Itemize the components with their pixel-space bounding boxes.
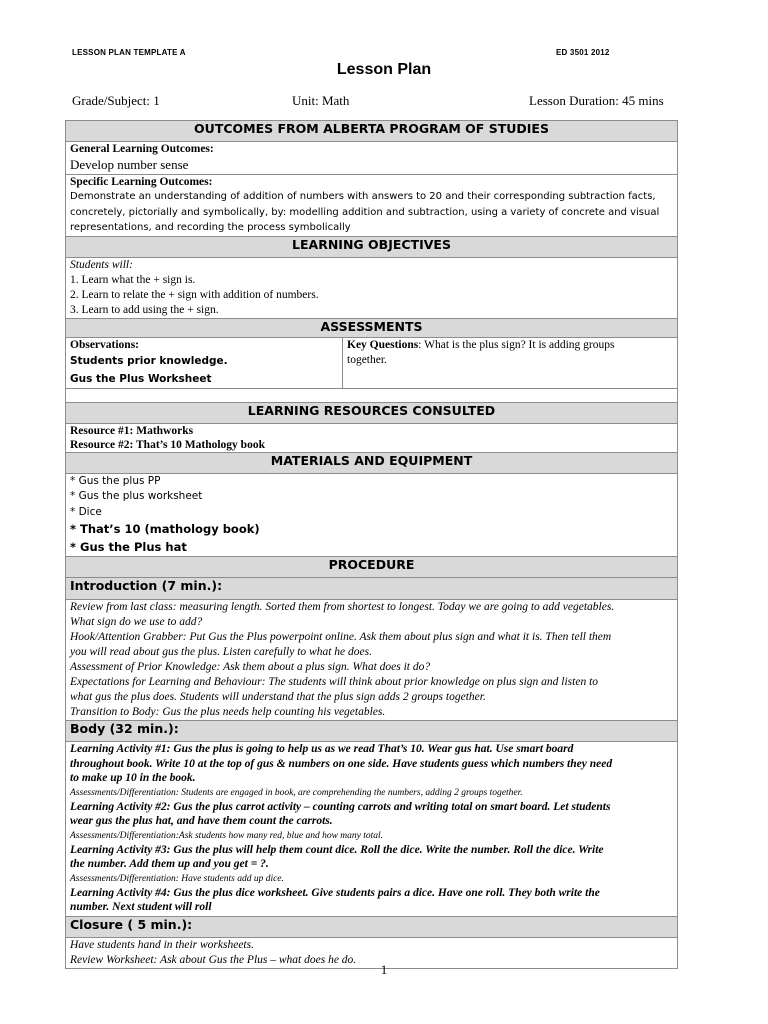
objectives-intro: Students will: [70, 258, 133, 271]
general-outcomes-label: General Learning Outcomes: [70, 143, 214, 155]
introduction-line: what gus the plus does. Students will understand that the plus sign adds 2 groups together. [70, 691, 486, 703]
observations-label: Observations: [70, 338, 139, 351]
introduction-line: Transition to Body: Gus the plus needs help counting his vegetables. [70, 706, 386, 718]
key-questions-text-cont: together. [347, 353, 387, 366]
lesson-duration: Lesson Duration: 45 mins [529, 93, 664, 108]
learning-activity-line: number. Next student will roll [70, 901, 212, 913]
learning-activity-line: the number. Add them up and you get = ?. [70, 858, 269, 870]
resources-cell [66, 423, 678, 452]
introduction-line: you will read about gus the plus. Listen carefully to what he does. [70, 646, 372, 658]
specific-outcomes-line: concretely, pictorially and symbolically, by: modelling addition and subtraction, using a variety of concrete and visual [70, 206, 660, 218]
resources-heading: LEARNING RESOURCES CONSULTED [66, 402, 678, 423]
introduction-cell [66, 600, 678, 721]
outcomes-heading: OUTCOMES FROM ALBERTA PROGRAM OF STUDIES [66, 121, 678, 142]
assessment-note: Assessments/Differentiation: Have students add up dice. [70, 873, 284, 884]
unit: Unit: Math [292, 93, 350, 108]
key-questions-cell [343, 337, 678, 388]
spacer-row [66, 388, 678, 402]
introduction-line: What sign do we use to add? [70, 616, 203, 628]
introduction-line: Review from last class: measuring length. Sorted them from shortest to longest. Today we are going to add vegetables. [70, 601, 615, 613]
objectives-cell [66, 257, 678, 318]
learning-activity-line: wear gus the plus hat, and have them count the carrots. [70, 815, 333, 827]
material-item: * Gus the plus PP [70, 474, 161, 487]
closure-heading: Closure ( 5 min.): [66, 917, 678, 938]
assessment-note: Assessments/Differentiation: Students are engaged in book, are comprehending the numbers, adding 2 groups together. [70, 787, 523, 798]
material-item: * Dice [70, 505, 102, 518]
introduction-line: Hook/Attention Grabber: Put Gus the Plus powerpoint online. Ask them about plus sign and what it is. Then tell them [70, 631, 612, 643]
material-item: * Gus the plus worksheet [70, 490, 203, 502]
material-item: * Gus the Plus hat [70, 540, 187, 554]
grade-subject: Grade/Subject: 1 [72, 93, 160, 108]
general-outcomes-text: Develop number sense [70, 157, 189, 172]
observation-item: Students prior knowledge. [70, 354, 228, 367]
procedure-heading: PROCEDURE [66, 557, 678, 578]
key-questions-label: Key Questions [347, 338, 419, 351]
specific-outcomes-cell [66, 175, 678, 237]
learning-activity-line: to make up 10 in the book. [70, 772, 196, 784]
resource-item: Resource #2: That’s 10 Mathology book [70, 438, 265, 451]
body-heading: Body (32 min.): [66, 721, 678, 742]
introduction-line: Expectations for Learning and Behaviour: The students will think about prior knowledge on plus sign and listen to [70, 676, 599, 688]
observation-item: Gus the Plus Worksheet [70, 372, 212, 385]
resource-item: Resource #1: Mathworks [70, 424, 194, 437]
specific-outcomes-line: representations, and recording the process symbolically [70, 222, 351, 233]
closure-line: Have students hand in their worksheets. [70, 939, 254, 951]
assessments-heading: ASSESSMENTS [66, 318, 678, 337]
closure-line: Review Worksheet: Ask about Gus the Plus – what does he do. [70, 954, 357, 966]
learning-activity-line: Learning Activity #1: Gus the plus is going to help us as we read That’s 10. Wear gus hat. Use smart board [70, 743, 574, 755]
assessment-note: Assessments/Differentiation:Ask students how many red, blue and how many total. [70, 830, 384, 841]
learning-activity-line: Learning Activity #4: Gus the plus dice worksheet. Give students pairs a dice. Have one roll. They both write the [70, 886, 600, 899]
key-questions-text: : What is the plus sign? It is adding groups [418, 338, 615, 351]
template-label: LESSON PLAN TEMPLATE A [72, 48, 186, 57]
specific-outcomes-label: Specific Learning Outcomes: [70, 176, 213, 188]
materials-cell [66, 473, 678, 557]
learning-activity-line: Learning Activity #3: Gus the plus will help them count dice. Roll the dice. Write the number. Roll the dice. Write [70, 843, 604, 856]
introduction-line: Assessment of Prior Knowledge: Ask them about a plus sign. What does it do? [70, 661, 431, 673]
materials-heading: MATERIALS AND EQUIPMENT [66, 452, 678, 473]
introduction-heading: Introduction (7 min.): [66, 578, 678, 600]
objective-item: 1. Learn what the + sign is. [70, 273, 196, 286]
learning-activity-line: Learning Activity #2: Gus the plus carrot activity – counting carrots and writing total on smart board. Let students [70, 800, 611, 813]
lesson-plan-table [65, 120, 678, 969]
general-outcomes-cell [66, 142, 678, 175]
objective-item: 3. Learn to add using the + sign. [70, 303, 219, 316]
observations-cell [66, 337, 343, 388]
specific-outcomes-line: Demonstrate an understanding of addition of numbers with answers to 20 and their corresponding subtraction facts, [70, 191, 656, 202]
page-number: 1 [380, 962, 388, 977]
material-item: * That’s 10 (mathology book) [70, 522, 260, 536]
course-code: ED 3501 2012 [556, 48, 610, 57]
page-title: Lesson Plan [336, 61, 432, 78]
body-cell [66, 742, 678, 917]
objective-item: 2. Learn to relate the + sign with addition of numbers. [70, 288, 319, 301]
objectives-heading: LEARNING OBJECTIVES [66, 236, 678, 257]
learning-activity-line: throughout book. Write 10 at the top of gus & numbers on one side. Have students guess which numbers they need [70, 757, 613, 770]
